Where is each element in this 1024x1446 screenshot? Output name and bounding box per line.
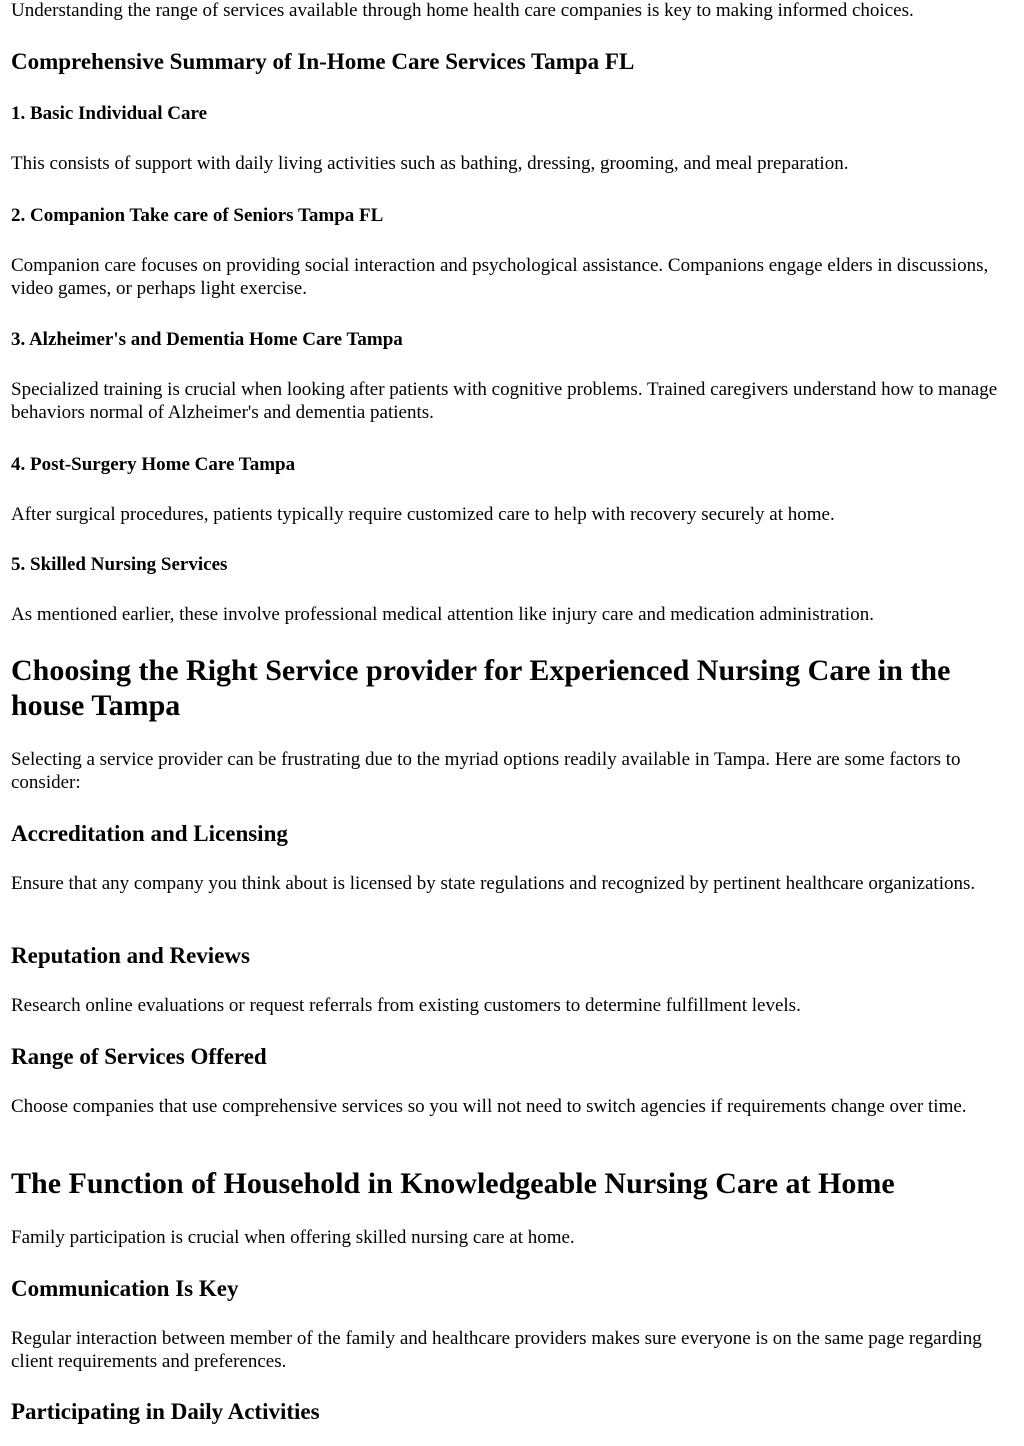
household-text-communication: Regular interaction between member of the family and healthcare providers makes sure everyone is on the same page regarding client requirements and preferences. <box>11 1328 982 1372</box>
factor-text-range: Choose companies that use comprehensive services so you will not need to switch agencies if requirements change over time. <box>11 1096 967 1117</box>
service-heading-5: 5. Skilled Nursing Services <box>11 554 228 575</box>
service-text-5: As mentioned earlier, these involve professional medical attention like injury care and medication administration. <box>11 604 874 625</box>
choosing-section-intro: Selecting a service provider can be frustrating due to the myriad options readily available in Tampa. Here are some factors to consider: <box>11 749 961 793</box>
household-section-heading: The Function of Household in Knowledgeable Nursing Care at Home <box>11 1167 895 1200</box>
household-heading-communication: Communication Is Key <box>11 1276 239 1301</box>
factor-heading-reputation: Reputation and Reviews <box>11 943 250 968</box>
service-text-3: Specialized training is crucial when looking after patients with cognitive problems. Trained caregivers understand how to manage behaviors normal of Alzheimer's and dementia patients. <box>11 379 998 423</box>
service-heading-4: 4. Post-Surgery Home Care Tampa <box>11 454 296 475</box>
service-text-1: This consists of support with daily living activities such as bathing, dressing, grooming, and meal preparation. <box>11 153 849 174</box>
service-text-2: Companion care focuses on providing social interaction and psychological assistance. Companions engage elders in discussions, video games, or perhaps light exercise. <box>11 255 989 299</box>
household-section-intro: Family participation is crucial when offering skilled nursing care at home. <box>11 1227 575 1248</box>
choosing-section-heading: Choosing the Right Service provider for Experienced Nursing Care in the house Tampa <box>11 654 951 722</box>
service-heading-3: 3. Alzheimer's and Dementia Home Care Tampa <box>11 329 403 350</box>
service-heading-2: 2. Companion Take care of Seniors Tampa FL <box>11 205 384 226</box>
factor-text-accreditation: Ensure that any company you think about is licensed by state regulations and recognized by pertinent healthcare organizations. <box>11 873 976 894</box>
factor-heading-range: Range of Services Offered <box>11 1044 267 1069</box>
factor-heading-accreditation: Accreditation and Licensing <box>11 821 288 846</box>
factor-text-reputation: Research online evaluations or request referrals from existing customers to determine fulfillment levels. <box>11 995 801 1016</box>
intro-paragraph: Understanding the range of services available through home health care companies is key to making informed choices. <box>11 0 914 21</box>
service-text-4: After surgical procedures, patients typically require customized care to help with recovery securely at home. <box>11 504 835 525</box>
service-heading-1: 1. Basic Individual Care <box>11 103 208 124</box>
summary-heading: Comprehensive Summary of In-Home Care Services Tampa FL <box>11 49 635 74</box>
household-heading-daily-activities: Participating in Daily Activities <box>11 1399 320 1424</box>
